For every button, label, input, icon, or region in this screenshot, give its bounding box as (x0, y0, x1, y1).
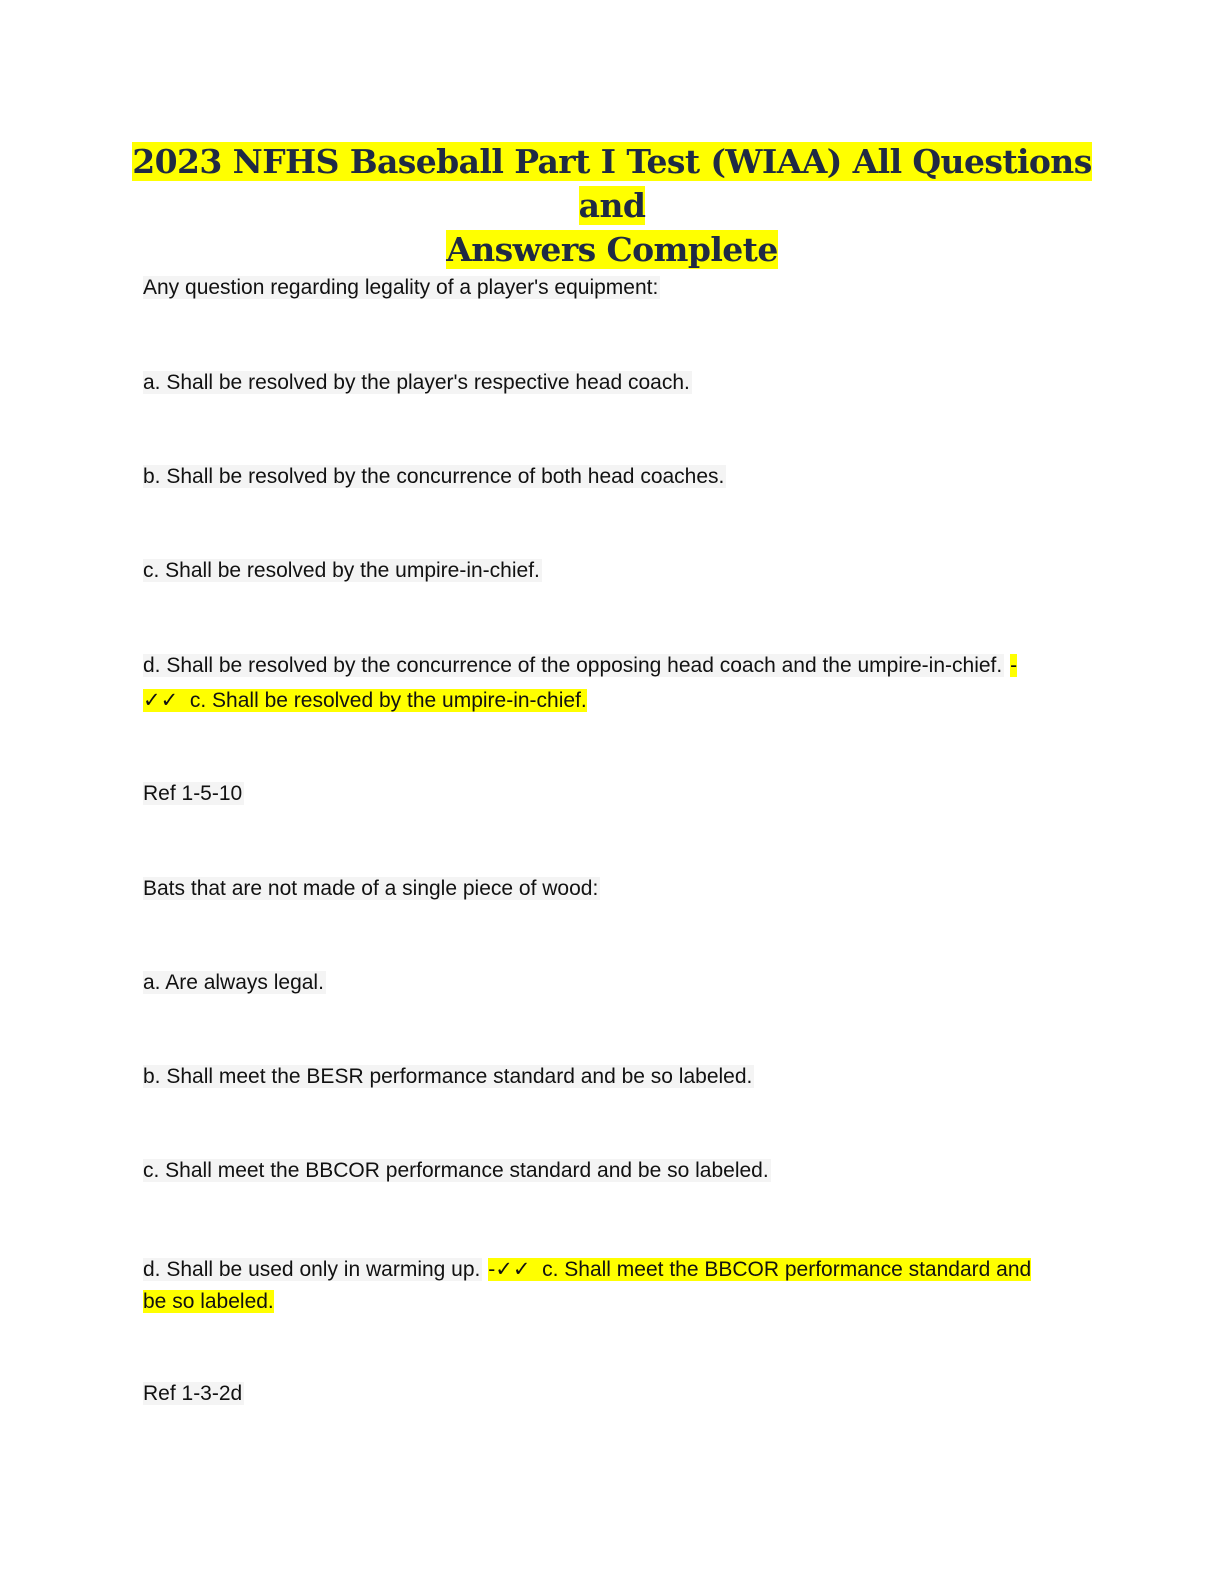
question-2-answer-line-1: -✓✓ c. Shall meet the BBCOR performance standard and (488, 1257, 1032, 1281)
question-2-option-a: a. Are always legal. (143, 971, 324, 994)
title-line-2: Answers Complete (446, 230, 778, 269)
question-1-option-c: c. Shall be resolved by the umpire-in-chief. (143, 559, 540, 582)
question-1-text: Any question regarding legality of a player's equipment: (143, 276, 659, 299)
question-1-option-a: a. Shall be resolved by the player's respective head coach. (143, 371, 690, 394)
question-2-ref: Ref 1-3-2d (143, 1382, 243, 1405)
question-1-option-d: d. Shall be resolved by the concurrence of the opposing head coach and the umpire-in-chief. - (143, 654, 1018, 677)
document-title (130, 140, 1094, 272)
question-2-option-d: d. Shall be used only in warming up. -✓✓ c. Shall meet the BBCOR performance standard and (143, 1257, 1032, 1281)
question-1-ref: Ref 1-5-10 (143, 782, 243, 805)
question-1-option-b: b. Shall be resolved by the concurrence of both head coaches. (143, 465, 725, 488)
checkmark-icon: ✓✓ (495, 1257, 531, 1281)
title-line-1: 2023 NFHS Baseball Part I Test (WIAA) All Questions and (132, 142, 1092, 225)
question-2-option-c: c. Shall meet the BBCOR performance standard and be so labeled. (143, 1159, 769, 1182)
checkmark-icon: ✓✓ (143, 688, 179, 712)
question-1-answer (143, 684, 587, 717)
question-2-answer-line-2: be so labeled. (143, 1290, 274, 1313)
question-1-answer-text: c. Shall be resolved by the umpire-in-chief. (189, 689, 587, 712)
question-1-answer-prefix: - (1010, 654, 1018, 677)
question-2-text: Bats that are not made of a single piece of wood: (143, 877, 599, 900)
question-2-option-b: b. Shall meet the BESR performance standard and be so labeled. (143, 1065, 753, 1088)
